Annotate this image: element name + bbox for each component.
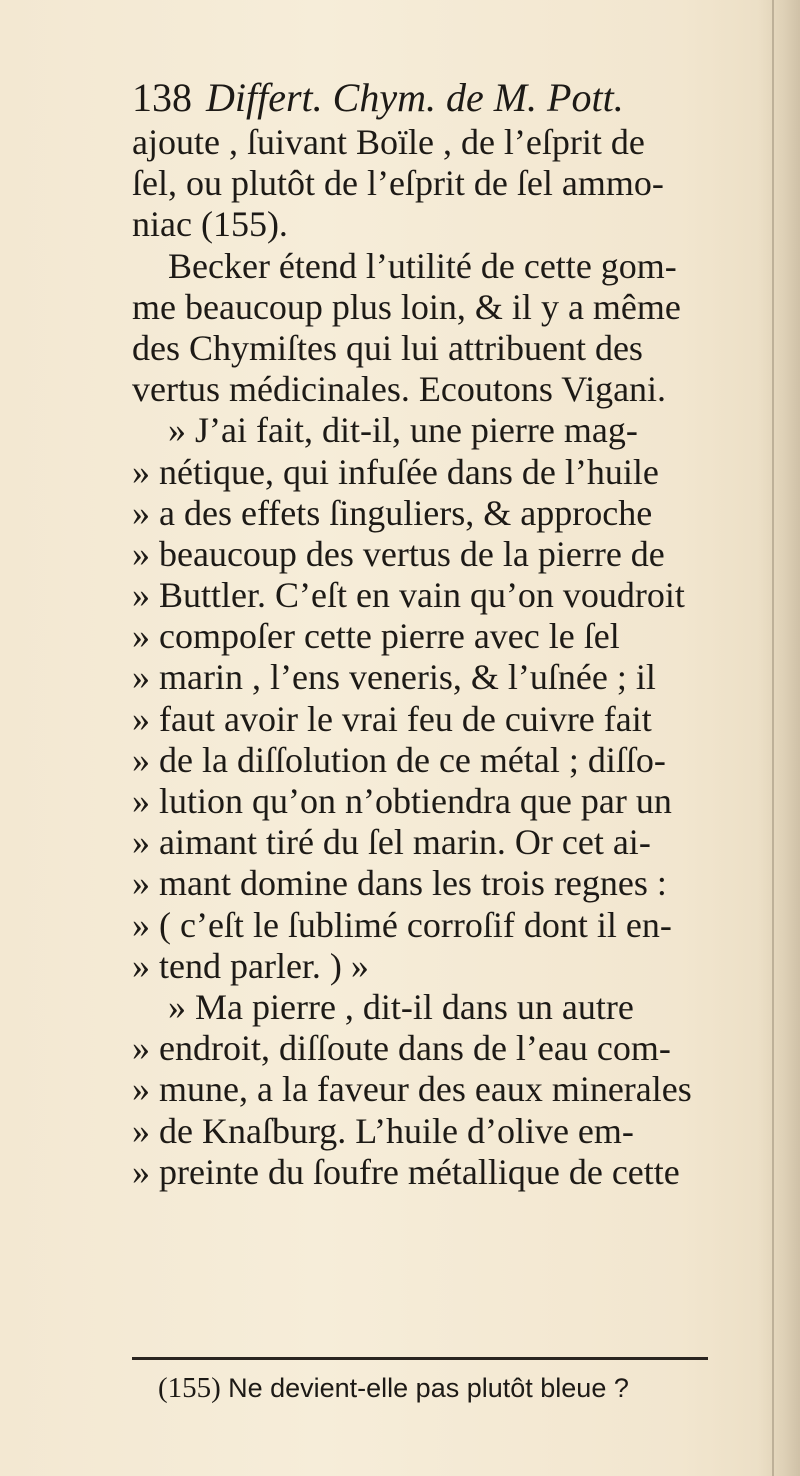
- text-line: » nétique, qui infuſée dans de l’huile: [132, 451, 659, 492]
- text-line: vertus médicinales. Ecoutons Vigani.: [132, 369, 667, 410]
- text-line: » de la diſſolution de ce métal ; diſſo-: [132, 739, 666, 780]
- text-line: » tend parler. ) »: [132, 945, 369, 986]
- text-line: ſel, ou plutôt de l’eſprit de ſel ammo-: [132, 163, 664, 204]
- footnote-marker: (155): [158, 1372, 221, 1404]
- running-title: Differt. Chym. de M. Pott.: [206, 75, 624, 120]
- text-line: me beaucoup plus loin, & il y a même: [132, 286, 681, 327]
- page-number: 138: [132, 75, 192, 120]
- text-line: » a des effets ſinguliers, & approche: [132, 492, 653, 533]
- text-line: » lution qu’on n’obtiendra que par un: [132, 781, 672, 821]
- footnote-rule: [132, 1357, 708, 1360]
- text-line: » mant domine dans les trois regnes :: [132, 863, 667, 904]
- text-line: » faut avoir le vrai feu de cuivre fait: [132, 698, 652, 739]
- text-line: Becker étend l’utilité de cette gom-: [168, 245, 677, 286]
- text-line: » mune, a la faveur des eaux minerales: [132, 1069, 692, 1110]
- page-edge-shadow: [758, 0, 800, 1476]
- text-line: » beaucoup des vertus de la pierre de: [132, 533, 665, 574]
- text-line: » aimant tiré du ſel marin. Or cet ai-: [132, 822, 651, 863]
- body-text: [132, 122, 712, 1193]
- text-line: » endroit, diſſoute dans de l’eau com-: [132, 1028, 671, 1069]
- text-line: » Buttler. C’eſt en vain qu’on voudroit: [132, 575, 685, 616]
- text-line: ajoute , ſuivant Boïle , de l’eſprit de: [132, 122, 645, 162]
- text-line: » ( c’eſt le ſublimé corroſif dont il en-: [132, 904, 672, 945]
- footnote: [158, 1368, 718, 1408]
- text-line: » Ma pierre , dit-il dans un autre: [168, 986, 634, 1027]
- text-line: » preinte du ſoufre métallique de cette: [132, 1151, 680, 1192]
- text-line: » compoſer cette pierre avec le ſel: [132, 616, 620, 657]
- text-line: » de Knaſburg. L’huile d’olive em-: [132, 1110, 634, 1151]
- footnote-text: Ne devient-elle pas plutôt bleue ?: [228, 1373, 629, 1403]
- running-header: [132, 72, 692, 124]
- text-line: des Chymiſtes qui lui attribuent des: [132, 327, 643, 368]
- page-edge-line: [772, 0, 774, 1476]
- text-line: niac (155).: [132, 204, 288, 245]
- text-line: » J’ai fait, dit-il, une pierre mag-: [168, 410, 638, 451]
- text-line: » marin , l’ens veneris, & l’uſnée ; il: [132, 657, 656, 698]
